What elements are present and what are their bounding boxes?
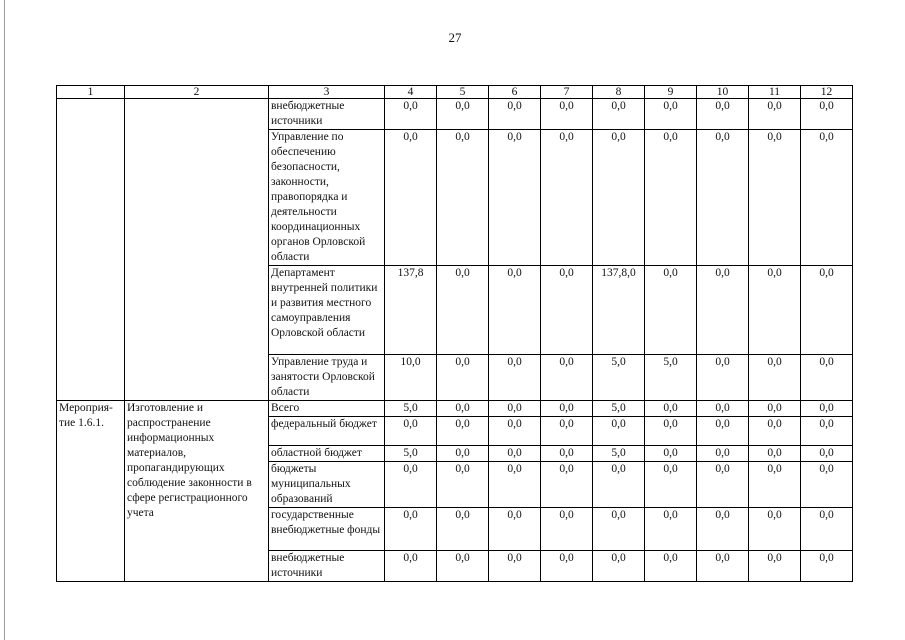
column-number: 9	[645, 86, 697, 99]
value-cell: 0,0	[541, 401, 593, 417]
value-cell: 0,0	[645, 417, 697, 446]
value-cell: 0,0	[645, 508, 697, 551]
value-cell: 0,0	[437, 446, 489, 462]
value-cell: 0,0	[749, 417, 801, 446]
value-cell: 5,0	[593, 401, 645, 417]
value-cell: 5,0	[593, 446, 645, 462]
value-cell: 0,0	[749, 99, 801, 130]
value-cell: 10,0	[385, 355, 437, 401]
value-cell: 0,0	[385, 99, 437, 130]
value-cell: 0,0	[541, 508, 593, 551]
activity-cell-empty	[57, 99, 125, 401]
value-cell: 0,0	[489, 99, 541, 130]
value-cell: 137,8	[385, 266, 437, 355]
value-cell: 5,0	[645, 355, 697, 401]
value-cell: 0,0	[437, 266, 489, 355]
value-cell: 0,0	[593, 99, 645, 130]
value-cell: 0,0	[541, 417, 593, 446]
value-cell: 0,0	[697, 401, 749, 417]
value-cell: 0,0	[645, 462, 697, 508]
value-cell: 0,0	[437, 355, 489, 401]
value-cell: 0,0	[749, 508, 801, 551]
value-cell: 0,0	[541, 130, 593, 266]
value-cell: 0,0	[489, 551, 541, 582]
page-edge	[4, 0, 5, 640]
value-cell: 0,0	[593, 130, 645, 266]
value-cell: 0,0	[749, 446, 801, 462]
funding-source: федеральный бюджет	[269, 417, 385, 446]
value-cell: 0,0	[697, 130, 749, 266]
value-cell: 0,0	[489, 355, 541, 401]
value-cell: 0,0	[489, 417, 541, 446]
value-cell: 0,0	[749, 551, 801, 582]
column-number: 2	[125, 86, 269, 99]
value-cell: 0,0	[645, 446, 697, 462]
funding-source: бюджеты муниципальных образований	[269, 462, 385, 508]
column-number: 1	[57, 86, 125, 99]
value-cell: 0,0	[489, 462, 541, 508]
funding-source: внебюджетные источники	[269, 551, 385, 582]
value-cell: 0,0	[801, 551, 853, 582]
value-cell: 0,0	[645, 99, 697, 130]
value-cell: 0,0	[385, 462, 437, 508]
value-cell: 0,0	[489, 266, 541, 355]
funding-source: государственные внебюджетные фонды	[269, 508, 385, 551]
activity-description: Изготовление и распространение информационных материалов, пропагандирующих соблюдение законности в сфере регистрационного учета	[125, 401, 269, 582]
value-cell: 0,0	[697, 355, 749, 401]
value-cell: 0,0	[437, 99, 489, 130]
value-cell: 0,0	[801, 130, 853, 266]
value-cell: 0,0	[801, 508, 853, 551]
value-cell: 0,0	[437, 130, 489, 266]
value-cell: 0,0	[801, 446, 853, 462]
column-number-row	[57, 86, 853, 99]
value-cell: 0,0	[489, 401, 541, 417]
value-cell: 0,0	[593, 551, 645, 582]
funding-source: внебюджетные источники	[269, 99, 385, 130]
value-cell: 0,0	[697, 508, 749, 551]
value-cell: 5,0	[593, 355, 645, 401]
column-number: 6	[489, 86, 541, 99]
value-cell: 0,0	[437, 417, 489, 446]
column-number: 12	[801, 86, 853, 99]
value-cell: 0,0	[697, 551, 749, 582]
table-row	[57, 99, 853, 130]
value-cell: 0,0	[801, 99, 853, 130]
value-cell: 0,0	[593, 462, 645, 508]
value-cell: 137,8,0	[593, 266, 645, 355]
funding-source: Управление труда и занятости Орловской области	[269, 355, 385, 401]
funding-source: Управление по обеспечению безопасности, законности, правопорядка и деятельности координационных органов Орловской области	[269, 130, 385, 266]
value-cell: 0,0	[801, 266, 853, 355]
value-cell: 0,0	[645, 401, 697, 417]
value-cell: 0,0	[645, 551, 697, 582]
value-cell: 0,0	[541, 355, 593, 401]
value-cell: 0,0	[697, 462, 749, 508]
value-cell: 0,0	[801, 401, 853, 417]
column-number: 8	[593, 86, 645, 99]
value-cell: 0,0	[593, 417, 645, 446]
value-cell: 0,0	[489, 130, 541, 266]
column-number: 5	[437, 86, 489, 99]
value-cell: 0,0	[437, 462, 489, 508]
value-cell: 0,0	[437, 508, 489, 551]
value-cell: 5,0	[385, 446, 437, 462]
value-cell: 0,0	[697, 417, 749, 446]
value-cell: 0,0	[697, 266, 749, 355]
value-cell: 0,0	[541, 446, 593, 462]
value-cell: 0,0	[801, 355, 853, 401]
table-row	[57, 401, 853, 417]
budget-table	[56, 85, 853, 582]
funding-source: Всего	[269, 401, 385, 417]
value-cell: 5,0	[385, 401, 437, 417]
value-cell: 0,0	[645, 130, 697, 266]
value-cell: 0,0	[437, 551, 489, 582]
value-cell: 0,0	[541, 551, 593, 582]
value-cell: 0,0	[801, 462, 853, 508]
value-cell: 0,0	[437, 401, 489, 417]
funding-source: Департамент внутренней политики и развития местного самоуправления Орловской области	[269, 266, 385, 355]
page-number: 27	[448, 30, 462, 45]
value-cell: 0,0	[749, 130, 801, 266]
column-number: 4	[385, 86, 437, 99]
activity-label: Мероприя-тие 1.6.1.	[57, 401, 125, 582]
value-cell: 0,0	[541, 266, 593, 355]
value-cell: 0,0	[749, 266, 801, 355]
value-cell: 0,0	[385, 130, 437, 266]
value-cell: 0,0	[541, 462, 593, 508]
value-cell: 0,0	[385, 508, 437, 551]
value-cell: 0,0	[489, 446, 541, 462]
value-cell: 0,0	[801, 417, 853, 446]
value-cell: 0,0	[697, 99, 749, 130]
value-cell: 0,0	[645, 266, 697, 355]
column-number: 11	[749, 86, 801, 99]
value-cell: 0,0	[697, 446, 749, 462]
value-cell: 0,0	[593, 508, 645, 551]
value-cell: 0,0	[749, 401, 801, 417]
value-cell: 0,0	[749, 355, 801, 401]
value-cell: 0,0	[385, 417, 437, 446]
value-cell: 0,0	[541, 99, 593, 130]
value-cell: 0,0	[385, 551, 437, 582]
column-number: 10	[697, 86, 749, 99]
funding-source: областной бюджет	[269, 446, 385, 462]
value-cell: 0,0	[749, 462, 801, 508]
value-cell: 0,0	[489, 508, 541, 551]
column-number: 3	[269, 86, 385, 99]
description-cell-empty	[125, 99, 269, 401]
column-number: 7	[541, 86, 593, 99]
